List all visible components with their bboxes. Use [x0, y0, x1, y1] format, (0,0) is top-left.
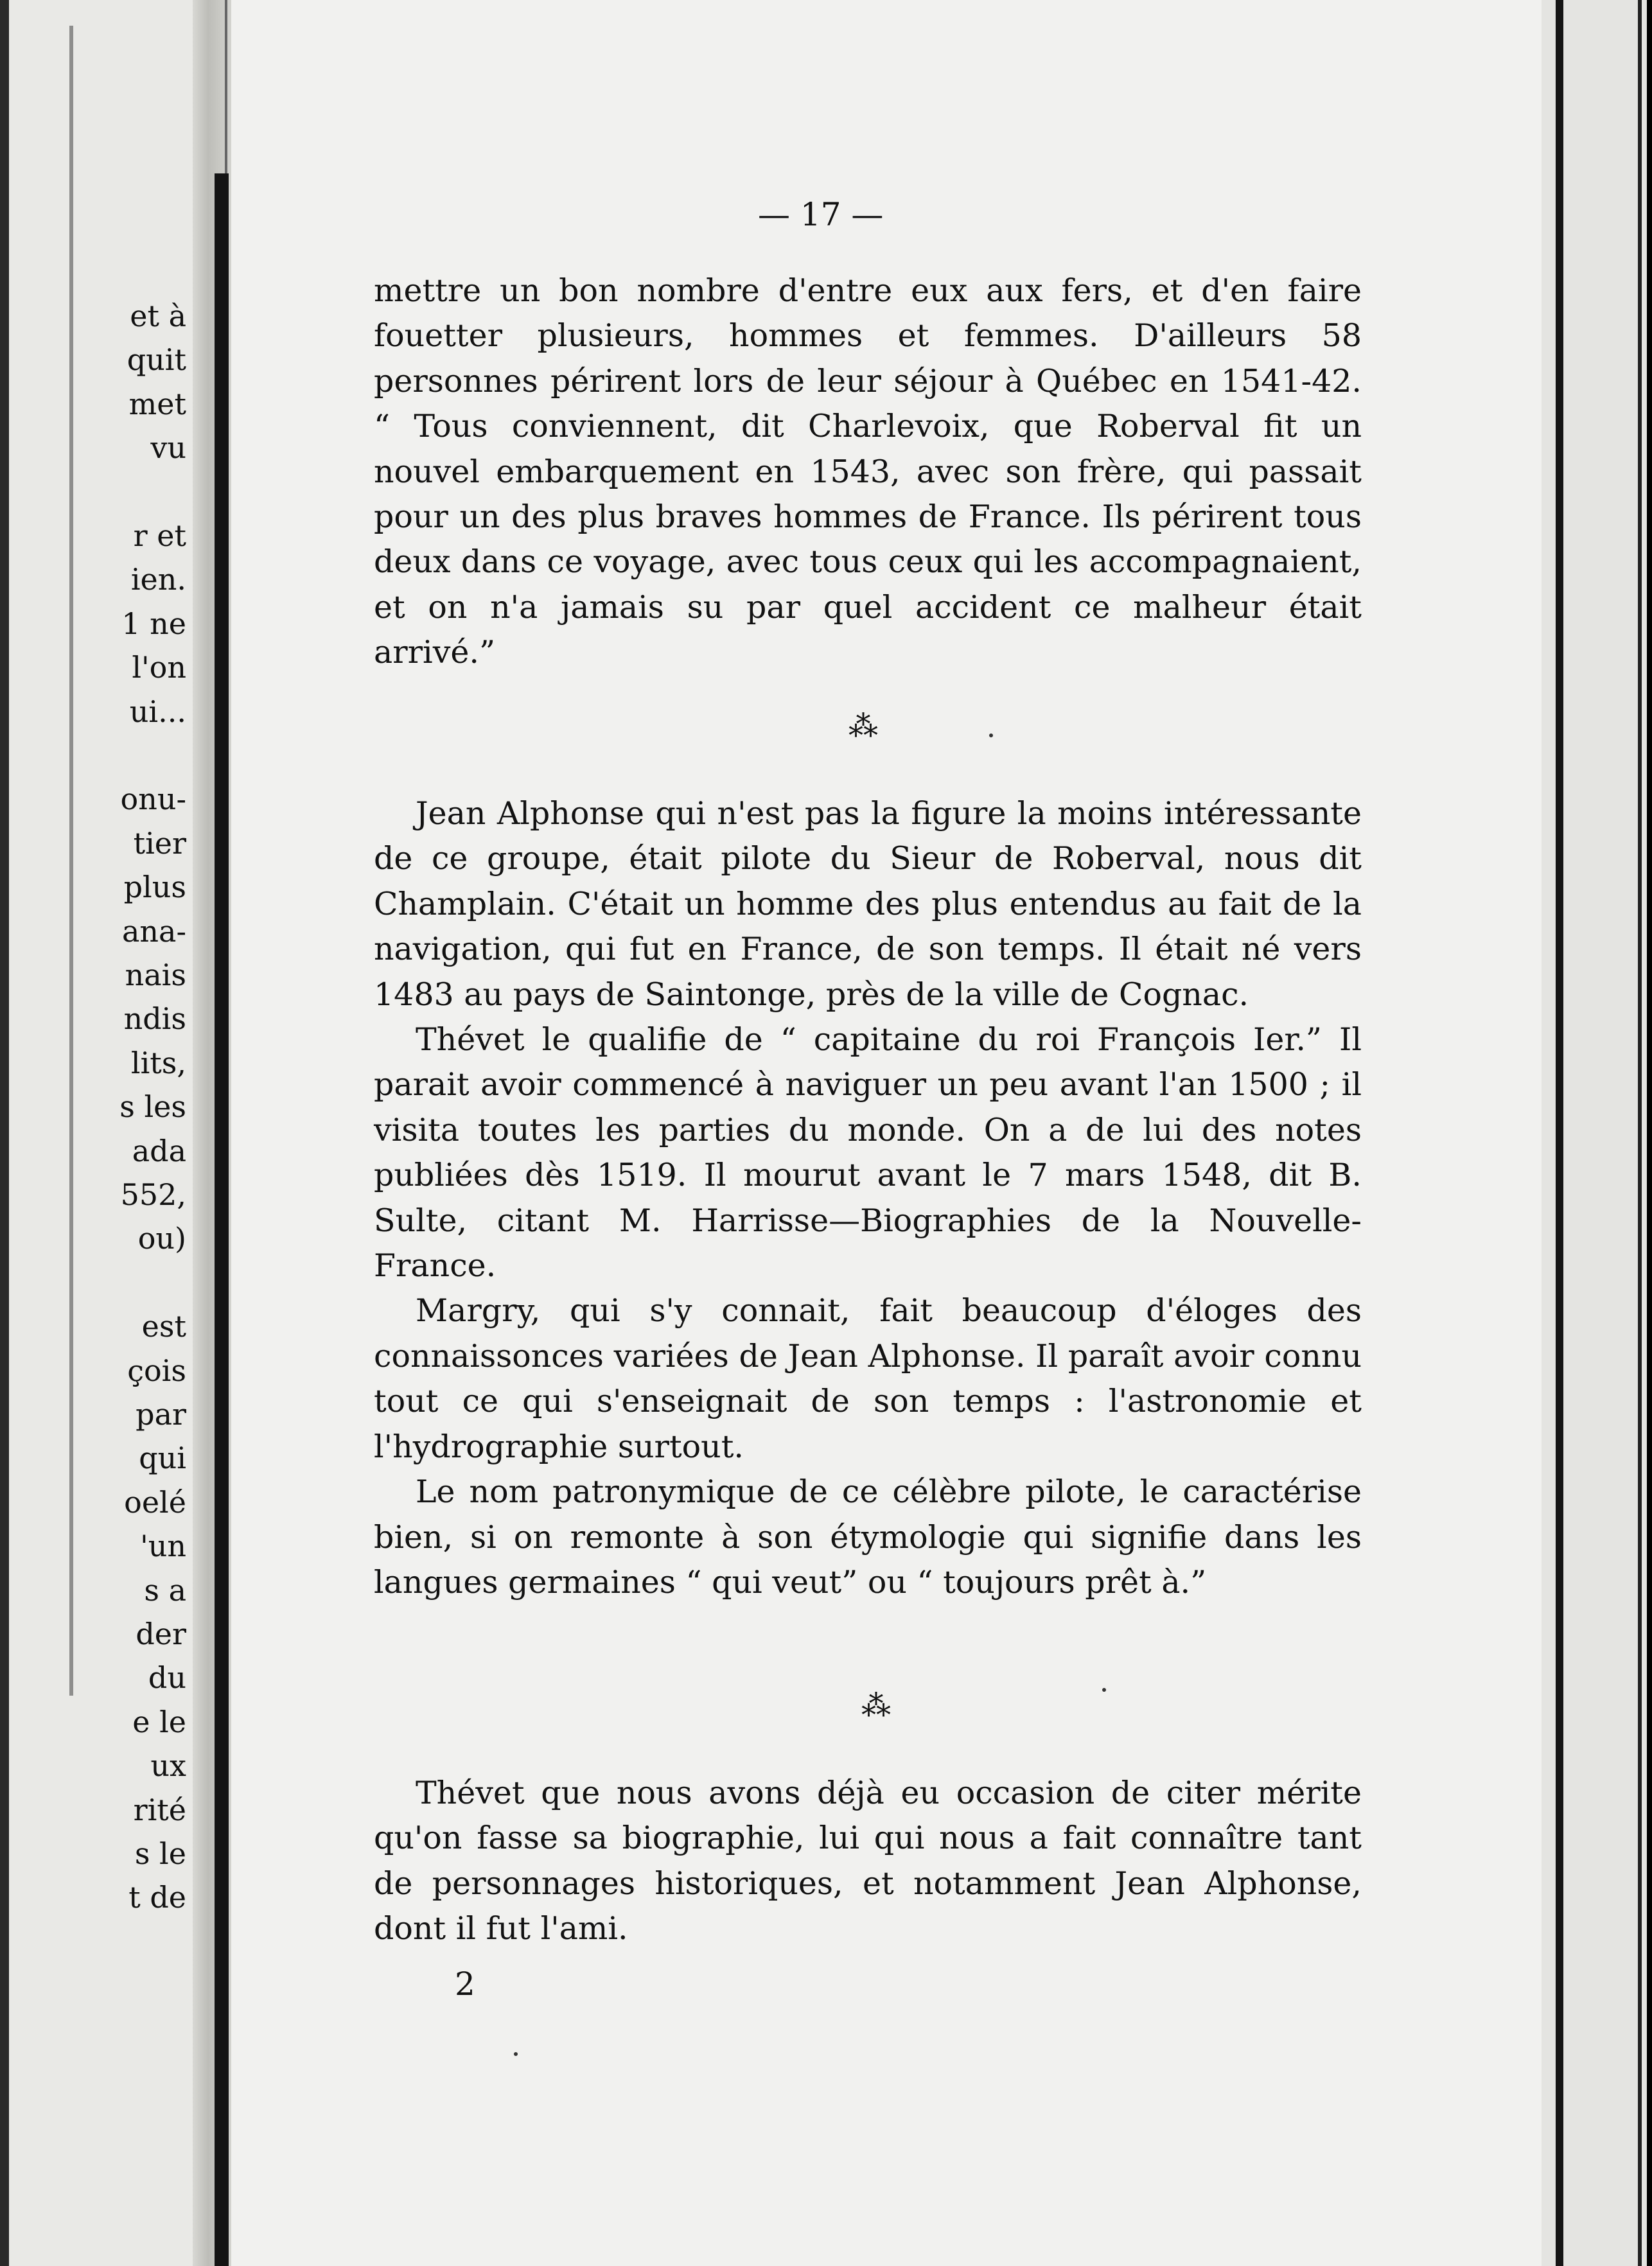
left-page-line-fragment: lits,: [130, 1045, 186, 1080]
paragraph: mettre un bon nombre d'entre eux aux fers, et d'en faire fouetter plusieurs, hommes et femmes. D'ailleurs 58 personnes périrent lors de leur séjour à Québec en 1541-42. “ Tous conviennent, dit Charlevoix, que Roberval fit un nouvel embarquement en 1543, avec son frère, qui passait pour un des plus braves hommes de France. Ils périrent tous deux dans ce voyage, avec tous ceux qui les accompagnaient, et on n'a jamais su par quel accident ce malheur était arrivé.”: [374, 272, 1362, 671]
left-page-line-fragment: est: [141, 1309, 186, 1344]
section-2-text: [374, 791, 1362, 1605]
left-page-line-fragment: quit: [127, 342, 186, 378]
left-page-line-fragment: qui: [139, 1441, 186, 1476]
section-3-text: [374, 1771, 1362, 1952]
left-page-line-fragment: par: [136, 1397, 186, 1432]
left-page-line-fragment: der: [136, 1617, 186, 1651]
scan-speck: [989, 733, 993, 737]
left-page-line-fragment: t de: [128, 1880, 186, 1915]
left-page-line-fragment: ux: [150, 1748, 186, 1784]
left-page-line-fragment: onu-: [120, 782, 186, 817]
border-line-outer: [1647, 0, 1652, 2266]
left-page-line-fragment: et à: [130, 299, 186, 333]
left-page-line-fragment: s a: [144, 1572, 186, 1608]
printer-signature-mark: 2: [455, 1965, 475, 2003]
left-page-line-fragment: plus: [123, 870, 186, 905]
gutter-thin-line: [225, 0, 227, 193]
paragraph: Le nom patronymique de ce célèbre pilote, le caractérise bien, si on remonte à son étymologie qui signifie dans les langues germaines “ qui veut” ou “ toujours prêt à.”: [374, 1473, 1362, 1601]
left-page-line-fragment: 552,: [120, 1177, 186, 1212]
left-page-line-fragment: çois: [127, 1353, 186, 1388]
left-page-line-fragment: tier: [133, 825, 186, 861]
border-line-inner: [1556, 0, 1563, 2266]
right-scan-border: [1542, 0, 1652, 2266]
left-page-line-fragment: s le: [134, 1836, 186, 1871]
left-page-line-fragment: ien.: [130, 562, 186, 597]
left-page-line-fragment: ada: [132, 1133, 186, 1168]
left-page-line-fragment: ana-: [121, 913, 186, 949]
left-page-line-fragment: s les: [119, 1089, 186, 1125]
scan-speck: [514, 2052, 518, 2056]
left-page-line-fragment: 'un: [140, 1529, 186, 1564]
scan-speck: [1102, 1688, 1106, 1692]
section-1-text: [374, 268, 1362, 676]
left-page-line-fragment: r et: [133, 518, 186, 553]
border-line-mid: [1638, 0, 1642, 2266]
paragraph: Thévet le qualifie de “ capitaine du roi François Ier.” Il parait avoir commencé à naviguer un peu avant l'an 1500 ; il visita toutes les parties du monde. On a de lui des notes publiées dès 1519. Il mourut avant le 7 mars 1548, dit B. Sulte, citant M. Harrisse—Biographies de la Nouvelle-France.: [374, 1021, 1362, 1285]
left-page-line-fragment: vu: [150, 430, 186, 466]
left-page-line-fragment: rité: [133, 1792, 186, 1827]
left-page-fragment: [0, 0, 193, 2266]
left-page-line-fragment: du: [148, 1660, 186, 1696]
asterism-divider: ⁂: [861, 1688, 891, 1723]
paragraph: Margry, qui s'y connait, fait beaucoup d'éloges des connaissonces variées de Jean Alphonse. Il paraît avoir connu tout ce qui s'enseignait de son temps : l'astronomie et l'hydrographie surtout.: [374, 1292, 1362, 1465]
left-page-line-fragment: oelé: [124, 1484, 186, 1520]
paragraph: Thévet que nous avons déjà eu occasion de citer mérite qu'on fasse sa biographie, lui qui nous a fait connaître tant de personnages historiques, et notamment Jean Alphonse, dont il fut l'ami.: [374, 1775, 1362, 1947]
asterism-divider: ⁂: [848, 708, 878, 743]
left-page-line-fragment: 1 ne: [121, 606, 186, 641]
left-page-line-fragment: ou): [137, 1221, 186, 1256]
left-page-line-fragment: met: [128, 386, 186, 421]
left-page-line-fragment: l'on: [132, 650, 186, 685]
page-number: — 17 —: [758, 196, 884, 233]
left-page-line-fragment: ndis: [123, 1001, 186, 1037]
paragraph: Jean Alphonse qui n'est pas la figure la moins intéressante de ce groupe, était pilote du Sieur de Roberval, nous dit Champlain. C'était un homme des plus entendus au fait de la navigation, qui fut en France, de son temps. Il était né vers 1483 au pays de Saintonge, près de la ville de Cognac.: [374, 795, 1362, 1013]
left-page-line-fragment: e le: [132, 1704, 186, 1739]
left-page-line-fragment: nais: [125, 958, 186, 992]
left-page-line-fragment: ui...: [129, 694, 186, 729]
gutter-binding-line: [215, 173, 229, 2266]
